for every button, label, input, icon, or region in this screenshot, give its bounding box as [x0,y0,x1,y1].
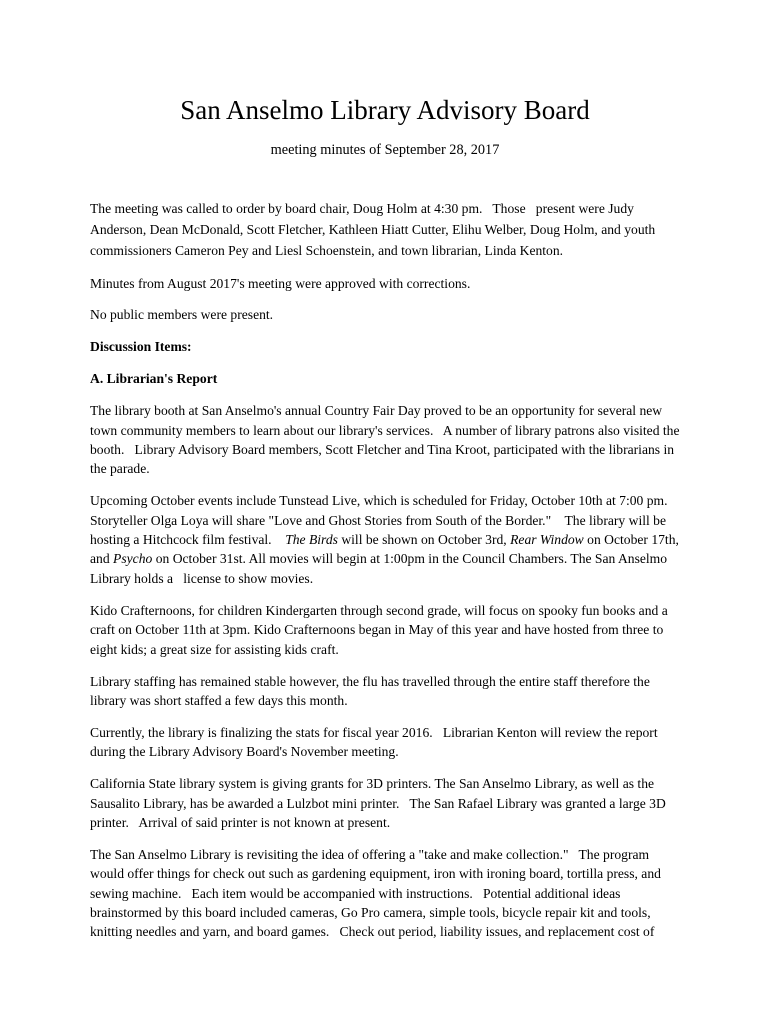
film-title-rear-window: Rear Window [510,532,584,548]
october-events-text-3: on October 17th, and [90,532,683,567]
october-events-text-4: on October 31st. All movies will begin at 1:00pm in the Council Chambers. The San Anselmo Library holds a license to show movies. [90,551,671,586]
film-title-psycho: Psycho [113,551,153,567]
staffing-paragraph: Library staffing has remained stable however, the flu has travelled through the entire staff therefore the library was short staffed a few days this month. [90,673,654,708]
take-and-make-paragraph: The San Anselmo Library is revisiting the idea of offering a "take and make collection." The program would offer things for check out such as gardening equipment, iron with ironing board, tortilla press, and sewing machine. Each item would be accompanied with instructions. Potential additional ideas brainstormed by this board included cameras, Go Pro camera, simple tools, bicycle repair kit and tools, knitting needles and yarn, and board games. Check out period, liability issues, and replacement cost of [90,846,665,940]
discussion-items-heading: Discussion Items: [90,339,192,355]
film-title-the-birds: The Birds [285,532,338,548]
document-body [90,198,686,954]
document-subtitle: meeting minutes of September 28, 2017 [270,142,500,158]
fiscal-stats-paragraph: Currently, the library is finalizing the stats for fiscal year 2016. Librarian Kenton will review the report during the Library Advisory Board's November meeting. [90,724,662,760]
october-events-text-2: will be shown on October 3rd, [337,532,511,548]
kido-crafternoons-paragraph: Kido Crafternoons, for children Kindergarten through second grade, will focus on spooky fun books and a craft on October 11th at 3pm. Kido Crafternoons began in May of this year and have hosted from three to eight kids; a great size for assisting kids craft. [90,602,672,657]
no-public-paragraph: No public members were present. [90,307,274,323]
october-events-text-1: Upcoming October events include Tunstead Live, which is scheduled for Friday, October 10th at 7:00 pm. Storyteller Olga Loya will share "Love and Ghost Stories from South of the Border." The library will be hosting a Hitchcock film festival. [90,493,678,548]
librarian-report-heading: A. Librarian's Report [90,371,218,387]
minutes-approved-paragraph: Minutes from August 2017's meeting were approved with corrections. [90,275,471,291]
october-events-paragraph [90,491,686,588]
printer-grants-paragraph: California State library system is giving grants for 3D printers. The San Anselmo Library, as well as the Sausalito Library, has be awarded a Lulzbot mini printer. The San Rafael Library was granted a large 3D printer. Arrival of said printer is not known at present. [90,776,670,830]
document-title: San Anselmo Library Advisory Board [180,95,590,125]
call-to-order-paragraph: The meeting was called to order by board chair, Doug Holm at 4:30 pm. Those present were Judy Anderson, Dean McDonald, Scott Fletcher, Kathleen Hiatt Cutter, Elihu Welber, Doug Holm, and youth commissioners Cameron Pey and Liesl Schoenstein, and town librarian, Linda Kenton. [90,201,659,258]
country-fair-paragraph: The library booth at San Anselmo's annual Country Fair Day proved to be an opportunity for several new town community members to learn about our library's services. A number of library patrons also visited the booth. Library Advisory Board members, Scott Fletcher and Tina Kroot, participated with the librarians in the parade. [90,403,683,477]
